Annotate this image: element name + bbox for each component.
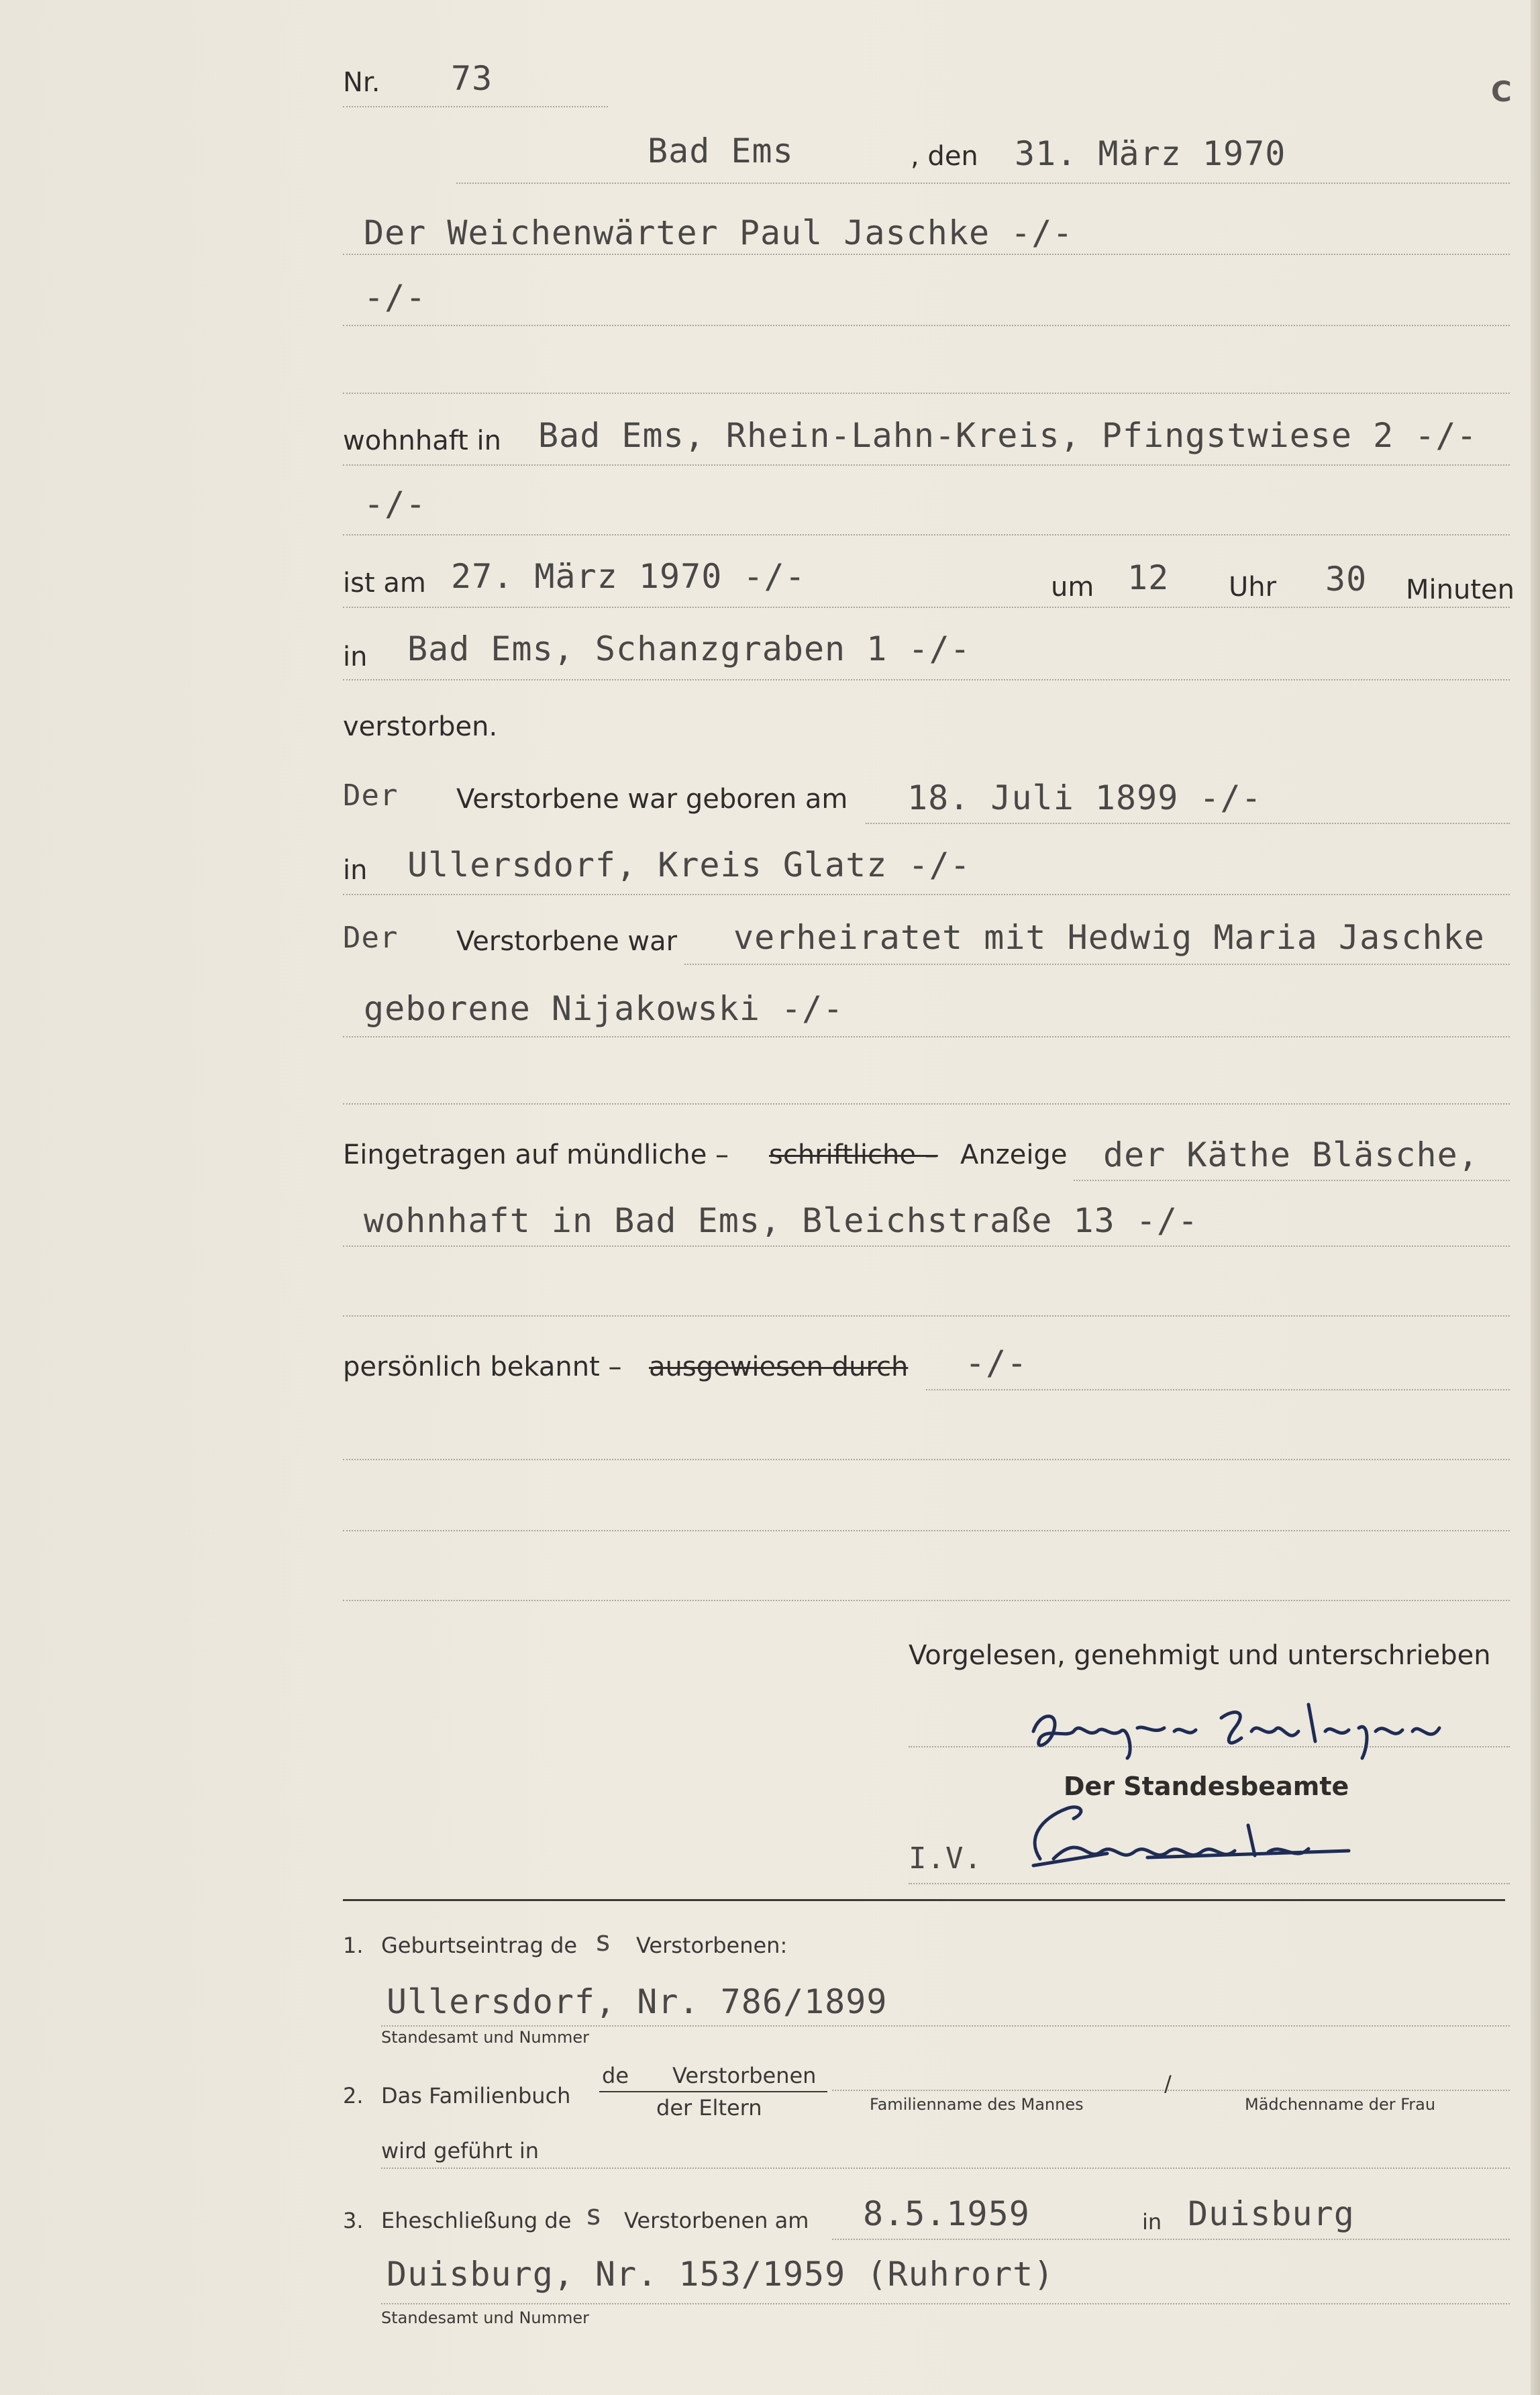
declarant-line-2-rule <box>343 325 1510 326</box>
minuten-label: Minuten <box>1406 574 1515 605</box>
identification-line-2-rule <box>343 1459 1510 1460</box>
birth-label: Verstorbene war geboren am <box>456 784 848 815</box>
registration-label-a: Eingetragen auf mündliche – <box>343 1139 729 1170</box>
footnote-3-caption: Standesamt und Nummer <box>381 2308 590 2327</box>
footnote-2-fraction-line <box>599 2091 827 2092</box>
footnote-1-caption: Standesamt und Nummer <box>381 2028 590 2047</box>
footnote-3-place: Duisburg <box>1188 2194 1355 2233</box>
footnote-3-label-a: Eheschließung de <box>381 2208 572 2233</box>
ist-am-label: ist am <box>343 568 426 599</box>
registration-line-2: wohnhaft in Bad Ems, Bleichstraße 13 -/- <box>364 1201 1199 1240</box>
footnote-2-kept-in-rule <box>381 2168 1510 2169</box>
birth-der: Der <box>343 778 399 813</box>
residence-line-1-rule <box>343 464 1510 466</box>
footnote-1-rule <box>381 2025 1510 2027</box>
footnote-3-typed-s: s <box>585 2198 603 2231</box>
birth-date-rule <box>866 823 1510 824</box>
uhr-label: Uhr <box>1229 572 1277 603</box>
footnote-3-date: 8.5.1959 <box>863 2194 1030 2233</box>
official-signature <box>1013 1778 1389 1879</box>
registration-line-2-rule <box>343 1245 1510 1247</box>
identification-label-struck: ausgewiesen durch <box>649 1352 909 1382</box>
marital-line-1: verheiratet mit Hedwig Maria Jaschke <box>733 918 1485 957</box>
identification-label-a: persönlich bekannt – <box>343 1352 622 1382</box>
death-place-rule <box>343 679 1510 680</box>
registration-label-b: Anzeige <box>960 1139 1068 1170</box>
identification-line-3-rule <box>343 1530 1510 1531</box>
residence-line-2: -/- <box>364 485 427 523</box>
footnote-2-bottom: der Eltern <box>656 2095 762 2121</box>
residence-line-2-rule <box>343 534 1510 536</box>
marital-der: Der <box>343 921 399 955</box>
official-label: Der Standesbeamte <box>1064 1772 1349 1801</box>
identification-line-1-rule <box>926 1389 1510 1390</box>
footnote-2-kept-in: wird geführt in <box>381 2138 540 2163</box>
official-signature-rule <box>909 1883 1510 1884</box>
footnote-3-date-rule <box>832 2239 1510 2240</box>
footnote-2-top-b: Verstorbenen <box>672 2063 817 2088</box>
death-date: 27. März 1970 -/- <box>451 557 806 596</box>
declarant-line-1-rule <box>343 254 1510 255</box>
section-separator <box>343 1899 1505 1901</box>
death-minutes: 30 <box>1325 560 1368 599</box>
birth-place-rule <box>343 894 1510 895</box>
birth-date: 18. Juli 1899 -/- <box>907 778 1262 817</box>
birth-place: Ullersdorf, Kreis Glatz -/- <box>407 846 971 884</box>
header-date: 31. März 1970 <box>1015 134 1286 173</box>
birth-in-label: in <box>343 855 368 886</box>
registration-line-1: der Käthe Bläsche, <box>1103 1135 1479 1174</box>
marital-label: Verstorbene war <box>456 926 678 957</box>
nr-label: Nr. <box>343 67 380 98</box>
footnote-2-caption-man: Familienname des Mannes <box>870 2095 1084 2114</box>
death-hour: 12 <box>1127 558 1170 597</box>
declarant-line-1: Der Weichenwärter Paul Jaschke -/- <box>364 213 1074 252</box>
registration-line-3-rule <box>343 1315 1510 1317</box>
marital-line-3-rule <box>343 1103 1510 1105</box>
den-label: , den <box>911 141 978 172</box>
footnote-2-caption-woman: Mädchenname der Frau <box>1245 2095 1436 2114</box>
registration-line-1-rule <box>1074 1180 1510 1181</box>
declarant-signature <box>1020 1691 1476 1772</box>
footnote-3-number: 3. <box>343 2208 364 2233</box>
footnote-1-value: Ullersdorf, Nr. 786/1899 <box>387 1982 888 2021</box>
footnote-2-top: de <box>602 2063 629 2088</box>
footnote-2-label: Das Familienbuch <box>381 2083 571 2108</box>
corner-mark: C <box>1491 75 1512 108</box>
death-line-rule <box>343 607 1510 608</box>
um-label: um <box>1051 572 1094 603</box>
header-place: Bad Ems <box>648 132 794 170</box>
marital-line-2: geborene Nijakowski -/- <box>364 989 844 1028</box>
footnote-1-label-a: Geburtseintrag de <box>381 1933 578 1958</box>
header-line <box>456 183 1510 184</box>
footnote-1-number: 1. <box>343 1933 364 1958</box>
marital-line-2-rule <box>343 1036 1510 1037</box>
in-label: in <box>343 642 368 672</box>
footnote-3-in-label: in <box>1142 2209 1162 2235</box>
declarant-line-3-rule <box>343 393 1510 394</box>
registration-label-struck: schriftliche – <box>769 1139 938 1170</box>
nr-line <box>343 106 608 107</box>
declarant-line-2: -/- <box>364 278 427 317</box>
page-edge <box>1531 0 1540 2395</box>
signature-caption: Vorgelesen, genehmigt und unterschrieben <box>909 1640 1491 1671</box>
identification-line-4-rule <box>343 1600 1510 1601</box>
footnote-2-slash: / <box>1164 2071 1172 2096</box>
nr-value: 73 <box>451 59 493 98</box>
death-place: Bad Ems, Schanzgraben 1 -/- <box>407 629 971 668</box>
identification-value: -/- <box>965 1343 1028 1382</box>
residence-label: wohnhaft in <box>343 425 501 456</box>
footnote-3-rule <box>381 2303 1510 2304</box>
footnote-3-value: Duisburg, Nr. 153/1959 (Ruhrort) <box>387 2255 1055 2294</box>
footnote-3-label-b: Verstorbenen am <box>624 2208 809 2233</box>
marital-line-1-rule <box>684 964 1510 965</box>
iv-typed: I.V. <box>909 1841 982 1876</box>
residence-line-1: Bad Ems, Rhein-Lahn-Kreis, Pfingstwiese 2 -/- <box>538 416 1478 455</box>
verstorben-label: verstorben. <box>343 711 498 742</box>
footnote-2-number: 2. <box>343 2083 364 2108</box>
footnote-1-label-b: Verstorbenen: <box>636 1933 788 1958</box>
footnote-1-typed-s: s <box>595 1925 613 1957</box>
